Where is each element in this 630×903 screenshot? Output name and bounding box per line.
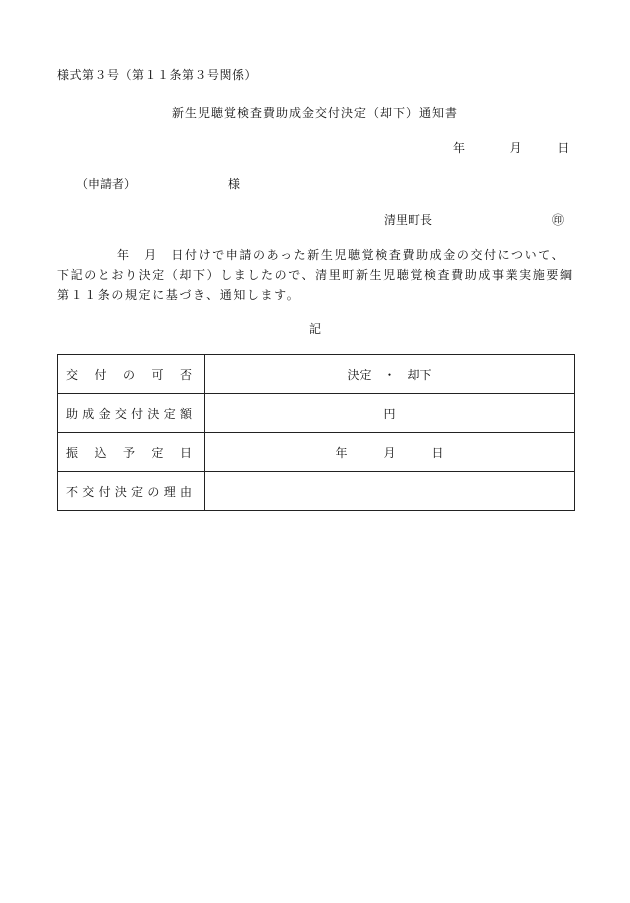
row-value-transfer-date: 年 月 日 — [205, 433, 575, 472]
label-char: の — [147, 484, 160, 499]
label-char: 決 — [114, 484, 127, 499]
label-char: の — [122, 367, 135, 382]
label-char: 否 — [179, 367, 192, 382]
label-char: 日 — [179, 445, 192, 460]
label-char: 込 — [94, 445, 107, 460]
label-char: 交 — [66, 367, 79, 382]
label-char: 成 — [82, 406, 95, 421]
seal-mark: ㊞ — [552, 213, 565, 227]
label-char: 交 — [114, 406, 127, 421]
label-char: 予 — [122, 445, 135, 460]
label-char: 交 — [82, 484, 95, 499]
row-value-amount: 円 — [205, 394, 575, 433]
notice-body: 年 月 日付けで申請のあった新生児聴覚検査費助成金の交付について、下記のとおり決定（却下）しましたので、清里町新生児聴覚検査費助成事業実施要綱第１１条の規定に基づき、通知します。 — [57, 248, 574, 302]
label-char: 由 — [179, 484, 192, 499]
table-row — [58, 355, 575, 394]
label-char: 決 — [147, 406, 160, 421]
row-label-rejection-reason — [58, 472, 205, 511]
applicant-label: （申請者） — [76, 177, 137, 191]
row-value-approval: 決定 ・ 却下 — [205, 355, 575, 394]
label-char: 額 — [179, 406, 192, 421]
ki-heading: 記 — [308, 322, 321, 336]
decision-table — [57, 354, 575, 511]
row-label-amount — [58, 394, 205, 433]
date-day: 日 — [557, 141, 570, 155]
label-char: 理 — [163, 484, 176, 499]
label-char: 可 — [151, 367, 164, 382]
date-month: 月 — [509, 141, 522, 155]
label-char: 金 — [98, 406, 111, 421]
label-char: 助 — [66, 406, 79, 421]
label-char: 定 — [163, 406, 176, 421]
form-number: 様式第３号（第１１条第３号関係） — [57, 68, 258, 82]
label-char: 付 — [98, 484, 111, 499]
document-title: 新生児聴覚検査費助成金交付決定（却下）通知書 — [171, 106, 458, 120]
table-row — [58, 472, 575, 511]
issuer-name: 清里町長 — [384, 213, 433, 227]
issue-date — [453, 139, 569, 156]
row-label-approval — [58, 355, 205, 394]
label-char: 不 — [66, 484, 79, 499]
label-char: 付 — [94, 367, 107, 382]
row-label-transfer-date — [58, 433, 205, 472]
row-value-rejection-reason — [205, 472, 575, 511]
table-row — [58, 433, 575, 472]
date-year: 年 — [453, 141, 466, 155]
label-char: 付 — [131, 406, 144, 421]
label-char: 振 — [66, 445, 79, 460]
applicant-honorific: 様 — [228, 177, 241, 191]
label-char: 定 — [131, 484, 144, 499]
table-row — [58, 394, 575, 433]
label-char: 定 — [151, 445, 164, 460]
